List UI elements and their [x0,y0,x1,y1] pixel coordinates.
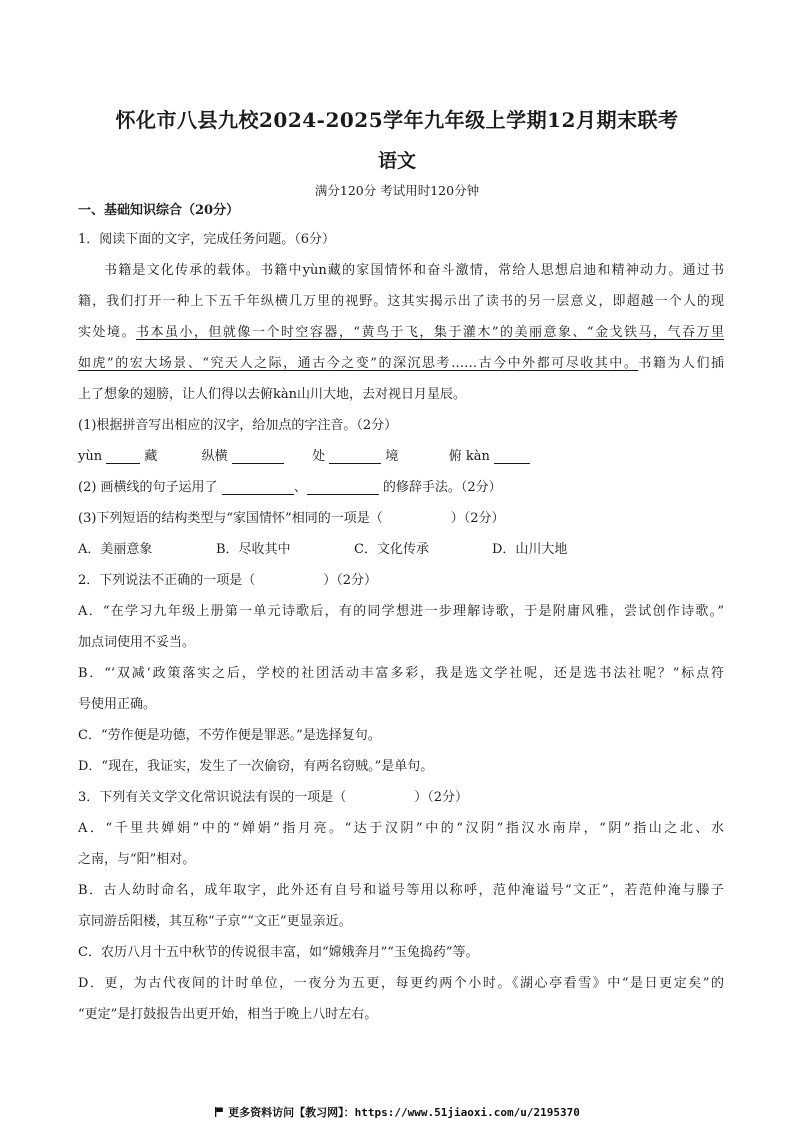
option-b[interactable]: B．古人幼时命名，成年取字，此外还有自号和谥号等用以称呼，范仲淹谥号“文正”，若范仲淹与滕子 [78,883,724,898]
flag-icon [214,1107,224,1117]
question-3-stem [78,782,724,813]
option-a[interactable]: A．美丽意象 [78,542,153,557]
exam-content [78,198,724,1030]
separator: 、 [293,480,307,495]
score-info: 满分120分 考试用时120分钟 [314,183,480,198]
option-d-cont: “更定”是打鼓报告出更开始，相当于晚上八时左右。 [78,1007,378,1022]
answer-blank[interactable] [307,478,379,495]
pinyin-word: 境 [385,449,399,464]
option-d[interactable]: D．“现在，我证实，发生了一次偷窃，有两名窃贼。”是单句。 [78,759,434,774]
pinyin-word: 处 [312,449,326,464]
subquestion-2 [78,472,724,503]
question-2-stem [78,565,724,596]
passage-line: 籍，我们打开一种上下五千年纵横几万里的视野。这其实揭示出了读书的另一层意义，即超越一个人的现 [78,294,724,309]
pinyin-word: 藏 [144,449,158,464]
answer-blank[interactable] [494,447,530,464]
answer-blank[interactable] [232,447,284,464]
option-b[interactable]: B．尽收其中 [216,542,291,557]
passage-line: 上了想象的翅膀，让人们得以去俯kàn山川大地，去对视日月星辰。 [78,387,467,402]
subquestion-text: 的修辞手法。（2分） [382,480,502,495]
passage-line [78,317,724,348]
answer-blank[interactable] [329,447,381,464]
underlined-sentence: 如虎”的宏大场景、“究天人之际，通古今之变”的深沉思考……古今中外都可尽收其中。 [78,356,639,371]
footer-text[interactable]: 更多资料访问【教习网】：https://www.51jiaoxi.com/u/2195370 [228,1106,580,1119]
pinyin-word: 纵横 [201,449,228,464]
subquestion-text: (3)下列短语的结构类型与“家国情怀”相同的一项是（ [78,511,383,526]
option-row [78,534,724,565]
passage-text: 实处境。 [78,325,136,340]
question-text: 3．下列有关文学文化常识说法有误的一项是（ [78,790,347,805]
option-d[interactable]: D．山川大地 [492,542,568,557]
question-1-stem: 1．阅读下面的文字，完成任务问题。（6分） [78,232,336,247]
question-text: ）（2分） [323,573,378,588]
underlined-sentence: 书本虽小，但就像一个时空容器，“黄鸟于飞，集于灌木”的美丽意象、“金戈铁马，气吞万里 [135,325,724,340]
pinyin-label: yùn [78,449,103,464]
option-b[interactable]: B．“‘双减’政策落实之后，学校的社团活动丰富多彩，我是选文学社呢，还是选书法社呢？”标点符 [78,666,724,681]
answer-blank[interactable] [106,447,140,464]
subquestion-1: (1)根据拼音写出相应的汉字，给加点的字注音。（2分） [78,418,398,433]
option-a-cont: 加点词使用不妥当。 [78,635,196,650]
subject-title: 语文 [377,150,416,172]
option-a[interactable]: A．“在学习九年级上册第一单元诗歌后，有的同学想进一步理解诗歌，于是附庸风雅，尝试创作诗歌。” [78,604,724,619]
option-c[interactable]: C．文化传承 [354,542,429,557]
option-c[interactable]: C．农历八月十五中秋节的传说很丰富，如“嫦娥奔月”“玉兔捣药”等。 [78,945,479,960]
question-text: ）（2分） [414,790,469,805]
pinyin-word: 俯 kàn [448,449,490,464]
option-a[interactable]: A．“千里共婵娟”中的“婵娟”指月亮。“达于汉阴”中的“汉阴”指汉水南岸，“阴”指山之北、水 [78,821,724,836]
option-b-cont: 京同游岳阳楼，其互称“子京”“文正”更显亲近。 [78,914,352,929]
subquestion-3 [78,503,724,534]
option-d[interactable]: D．更，为古代夜间的计时单位，一夜分为五更，每更约两个小时。《湖心亭看雪》中“是日更定矣”的 [78,976,724,991]
subquestion-text: ）（2分） [450,511,505,526]
passage-line: 书籍是文化传承的载体。书籍中yùn藏的家国情怀和奋斗激情，常给人思想启迪和精神动力。通过书 [104,263,724,278]
subquestion-text: (2) 画横线的句子运用了 [78,480,218,495]
passage-text: 书籍为人们插 [638,356,724,371]
footer-link[interactable] [0,1104,794,1120]
passage-line [78,348,724,379]
option-a-cont: 之南，与“阳”相对。 [78,852,196,867]
exam-title: 怀化市八县九校2024-2025学年九年级上学期12月期末联考 [115,108,679,132]
answer-blank[interactable] [222,478,294,495]
option-c[interactable]: C．“劳作便是功德，不劳作便是罪恶。”是选择复句。 [78,728,381,743]
pinyin-row [78,441,724,472]
section-heading: 一、基础知识综合（20分） [78,203,240,218]
option-b-cont: 号使用正确。 [78,697,157,712]
question-text: 2．下列说法不正确的一项是（ [78,573,256,588]
